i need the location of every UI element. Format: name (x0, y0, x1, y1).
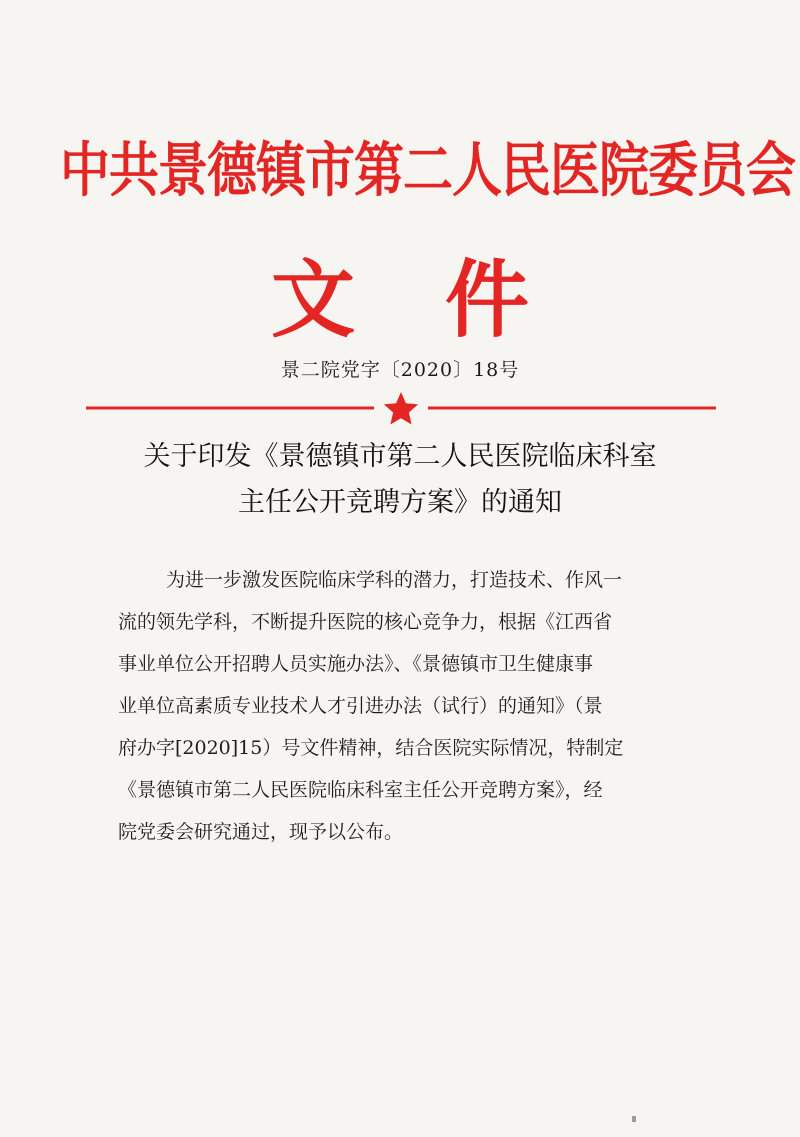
body-text-line: 事业单位公开招聘人员实施办法》、《景德镇市卫生健康事 (118, 653, 594, 675)
notice-title (0, 434, 800, 526)
star-icon (384, 392, 418, 425)
scan-mark (632, 1116, 636, 1122)
notice-title-line-2: 主任公开竞聘方案》的通知 (238, 487, 562, 518)
body-text-line: 为进一步激发医院临床学科的潜力，打造技术、作风一 (166, 569, 623, 591)
red-divider-with-star (86, 390, 716, 426)
body-text-line: 院党委会研究通过，现予以公布。 (118, 821, 404, 843)
issuing-organization-title: 中共景德镇市第二人民医院委员会 (60, 135, 795, 205)
body-text-line: 业单位高素质专业技术人才引进办法（试行）的通知》（景 (118, 695, 603, 717)
body-text-line: 《景德镇市第二人民医院临床科室主任公开竞聘方案》，经 (118, 779, 603, 801)
notice-title-line-1: 关于印发《景德镇市第二人民医院临床科室 (143, 441, 657, 472)
body-text-line: 府办字[2020]15）号文件精神，结合医院实际情况，特制定 (118, 737, 624, 759)
document-type-heading: 文件 (270, 250, 619, 349)
document-number: 景二院党字〔2020〕18号 (280, 359, 520, 381)
body-text-line: 流的领先学科，不断提升医院的核心竞争力，根据《江西省 (118, 611, 613, 633)
